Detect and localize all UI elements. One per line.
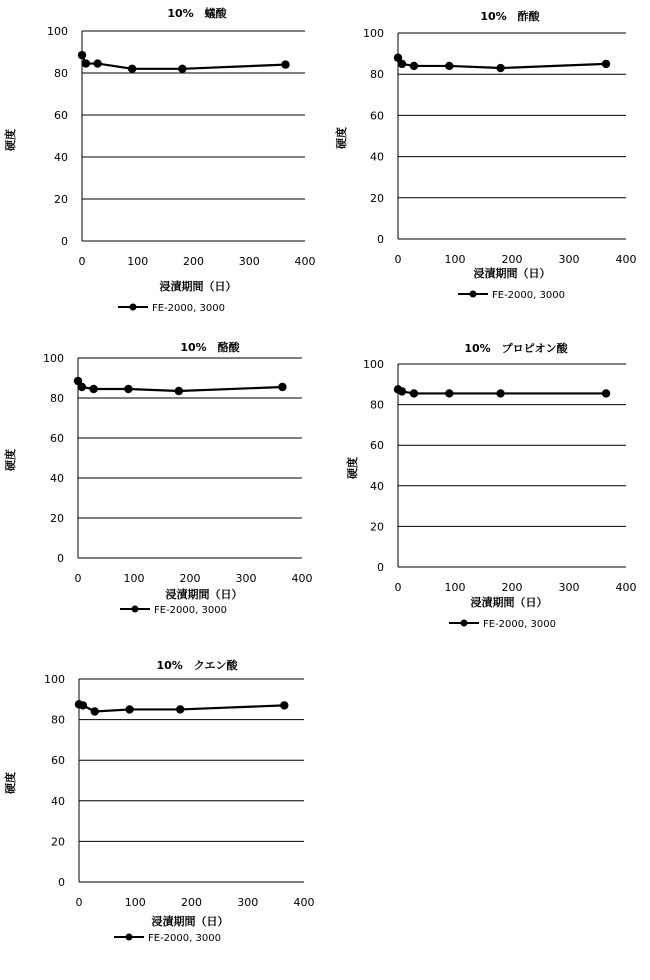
y-tick-label: 40: [370, 479, 384, 493]
x-tick-label: 300: [238, 255, 260, 268]
y-tick-label: 20: [370, 520, 384, 534]
x-axis-label: 浸漬期間（日）: [165, 588, 243, 601]
data-point: [176, 705, 184, 713]
y-tick-label: 60: [370, 439, 384, 453]
legend-marker: [132, 606, 139, 613]
y-tick-label: 60: [50, 432, 64, 445]
data-point: [124, 385, 132, 393]
legend-label: FE-2000, 3000: [483, 619, 556, 630]
y-tick-label: 40: [51, 794, 65, 808]
y-axis-label: 硬度: [4, 449, 17, 471]
x-tick-label: 400: [294, 255, 316, 268]
y-tick-label: 0: [61, 235, 68, 248]
x-tick-label: 200: [183, 255, 204, 268]
data-point: [91, 707, 99, 715]
x-tick-label: 100: [123, 572, 145, 585]
y-tick-label: 0: [58, 876, 65, 889]
y-tick-label: 80: [54, 67, 68, 80]
x-tick-label: 200: [179, 572, 201, 585]
y-axis-label: 硬度: [335, 127, 348, 149]
x-tick-label: 400: [293, 896, 315, 909]
x-tick-label: 100: [444, 581, 466, 594]
legend-marker: [461, 620, 468, 627]
x-axis-label: 浸漬期間（日）: [473, 267, 551, 280]
y-tick-label: 80: [370, 68, 384, 82]
y-axis-label: 硬度: [4, 129, 17, 151]
x-tick-label: 100: [127, 255, 149, 268]
y-tick-label: 100: [43, 352, 64, 365]
y-tick-label: 40: [370, 150, 384, 164]
y-tick-label: 100: [363, 27, 384, 40]
y-tick-label: 80: [51, 713, 65, 727]
x-tick-label: 400: [291, 572, 313, 585]
x-tick-label: 300: [558, 253, 580, 266]
data-point: [602, 60, 610, 68]
data-point: [398, 387, 406, 395]
data-point: [496, 389, 504, 397]
x-axis-label: 浸漬期間（日）: [470, 596, 548, 609]
chart-panel-2: [3, 340, 313, 616]
y-tick-label: 40: [50, 472, 64, 485]
chart-title: 10% 蟻酸: [167, 7, 227, 20]
data-point: [93, 59, 101, 67]
y-tick-label: 60: [370, 109, 384, 123]
data-point: [281, 60, 289, 68]
x-tick-label: 300: [237, 896, 259, 909]
y-tick-label: 0: [377, 233, 384, 246]
chart-panel-1: [334, 9, 637, 301]
y-tick-label: 20: [51, 835, 65, 849]
y-tick-label: 60: [54, 109, 68, 122]
x-tick-label: 200: [181, 896, 202, 909]
y-tick-label: 40: [54, 151, 68, 164]
chart-panel-4: [3, 658, 315, 944]
data-point: [125, 705, 133, 713]
x-axis-label: 浸漬期間（日）: [151, 915, 229, 928]
y-axis-label: 硬度: [346, 457, 359, 479]
x-tick-label: 200: [501, 581, 523, 594]
chart-title: 10% 酢酸: [480, 10, 540, 23]
y-tick-label: 0: [57, 552, 64, 565]
x-tick-label: 0: [75, 896, 83, 909]
data-point: [78, 383, 86, 391]
y-tick-label: 100: [363, 358, 384, 371]
data-point: [79, 701, 87, 709]
data-point: [278, 383, 286, 391]
data-point: [280, 701, 288, 709]
chart-title: 10% 酪酸: [180, 341, 240, 354]
x-tick-label: 400: [615, 253, 637, 266]
data-point: [398, 60, 406, 68]
legend-marker: [126, 934, 133, 941]
y-tick-label: 100: [44, 673, 65, 686]
legend-label: FE-2000, 3000: [148, 933, 221, 944]
chart-panel-3: [345, 341, 637, 630]
y-tick-label: 80: [370, 398, 384, 412]
x-tick-label: 100: [124, 896, 146, 909]
x-tick-label: 200: [501, 253, 523, 266]
y-tick-label: 20: [370, 191, 384, 205]
x-tick-label: 0: [78, 255, 86, 268]
x-tick-label: 400: [615, 581, 637, 594]
chart-title: 10% クエン酸: [156, 659, 238, 672]
data-point: [82, 59, 90, 67]
x-tick-label: 0: [74, 572, 82, 585]
y-tick-label: 60: [51, 754, 65, 768]
data-point: [175, 387, 183, 395]
x-tick-label: 0: [394, 253, 402, 266]
legend-marker: [470, 291, 477, 298]
legend-label: FE-2000, 3000: [154, 605, 227, 616]
data-point: [410, 389, 418, 397]
data-point: [445, 62, 453, 70]
chart-panel-0: [3, 6, 316, 314]
y-tick-label: 0: [377, 561, 384, 574]
legend-marker: [130, 304, 137, 311]
legend-label: FE-2000, 3000: [492, 290, 565, 301]
data-point: [445, 389, 453, 397]
x-tick-label: 300: [235, 572, 257, 585]
data-point: [78, 51, 86, 59]
data-point: [178, 65, 186, 73]
x-tick-label: 0: [394, 581, 402, 594]
chart-title: 10% プロピオン酸: [464, 342, 568, 355]
y-tick-label: 20: [50, 512, 64, 525]
y-axis-label: 硬度: [4, 772, 17, 794]
y-tick-label: 80: [50, 392, 64, 405]
data-point: [128, 65, 136, 73]
x-axis-label: 浸漬期間（日）: [159, 280, 237, 293]
x-tick-label: 100: [444, 253, 466, 266]
data-point: [410, 62, 418, 70]
data-point: [602, 389, 610, 397]
y-tick-label: 100: [47, 25, 68, 38]
y-tick-label: 20: [54, 193, 68, 206]
legend-label: FE-2000, 3000: [152, 303, 225, 314]
data-point: [89, 385, 97, 393]
x-tick-label: 300: [558, 581, 580, 594]
data-point: [496, 64, 504, 72]
